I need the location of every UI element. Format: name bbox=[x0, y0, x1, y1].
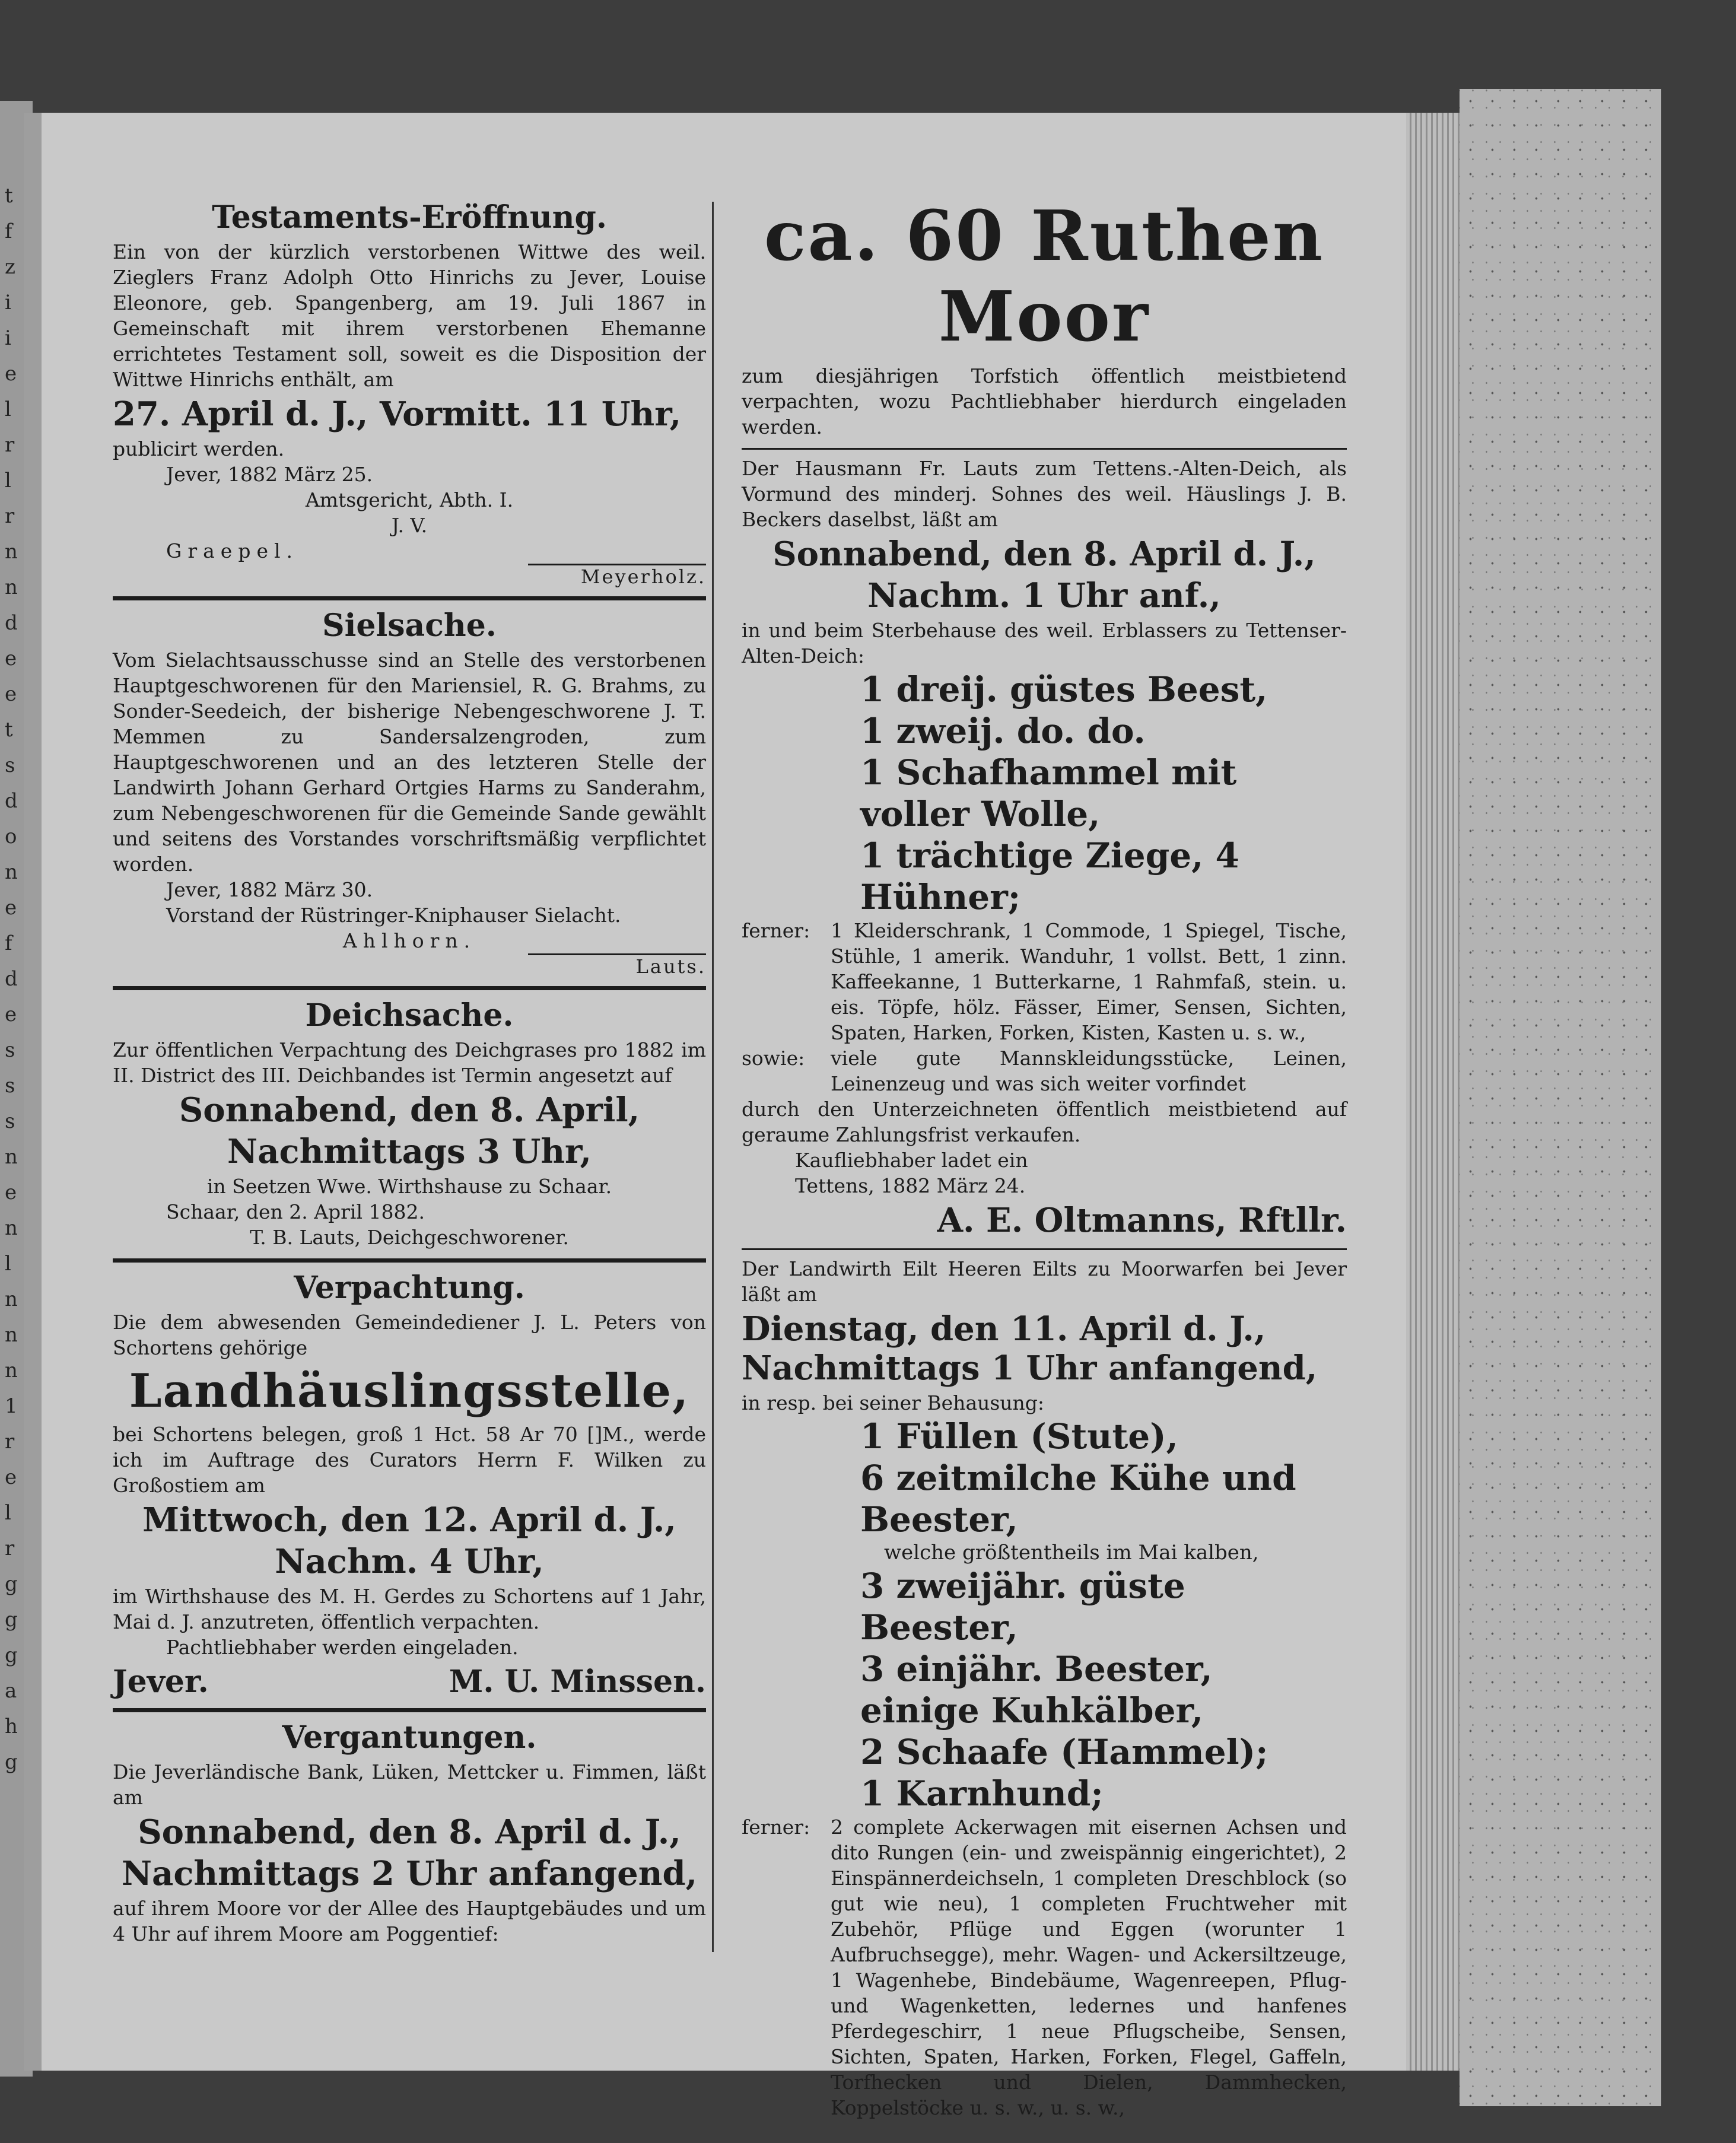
auction-item: 1 Füllen (Stute), bbox=[860, 1416, 1178, 1457]
notice-body: zum diesjährigen Torfstich öffentlich meistbietend verpachten, wozu Pachtliebhaber hierdurch eingeladen werden. bbox=[742, 364, 1347, 438]
notice-text: publicirt werden. bbox=[113, 437, 285, 460]
auction-item: 1 trächtige Ziege, 4 Hühner; bbox=[860, 835, 1239, 917]
edge-fragment: s bbox=[5, 753, 15, 777]
notice-deichsache bbox=[113, 997, 706, 1250]
auction-item: 2 Schaafe (Hammel); bbox=[860, 1732, 1268, 1772]
notice-vergantungen bbox=[113, 1719, 706, 1947]
notice-signer: Graepel. bbox=[166, 539, 299, 562]
notice-body: Zur öffentlichen Verpachtung des Deichgrases pro 1882 im II. District des III. Deichbandes ist Termin angesetzt auf bbox=[113, 1038, 706, 1087]
edge-fragment: i bbox=[5, 291, 11, 314]
notice-testament bbox=[113, 199, 706, 588]
section-rule bbox=[113, 986, 706, 990]
edge-fragment: f bbox=[5, 931, 12, 955]
auction-item: 3 einjähr. Beester, bbox=[860, 1649, 1213, 1689]
notice-title: Sielsache. bbox=[322, 608, 497, 644]
notice-verpachtung bbox=[113, 1270, 706, 1700]
edge-fragment: o bbox=[5, 825, 17, 848]
notice-time: Nachm. 1 Uhr anf., bbox=[867, 576, 1221, 615]
section-rule bbox=[742, 448, 1347, 450]
edge-fragment: i bbox=[5, 326, 11, 350]
edge-fragment: d bbox=[5, 967, 18, 991]
right-column bbox=[742, 196, 1347, 2120]
notice-date: Mittwoch, den 12. April d. J., bbox=[142, 1500, 676, 1540]
edge-fragment: e bbox=[5, 1465, 17, 1489]
notice-time: Nachmittags 3 Uhr, bbox=[227, 1132, 592, 1171]
ferner-text: 1 Kleiderschrank, 1 Commode, 1 Spiegel, Tische, Stühle, 1 amerik. Wanduhr, 1 vollst. Bett, 1 zinn. Kaffeekanne, 1 Butterkarne, 1 Rahmfaß, stein. u. eis. Töpfe, hölz. Fässer, Eimer, Sensen, Sichten, Spaten, Harken, Forken, Kisten, Kasten u. s. w., bbox=[831, 919, 1347, 1044]
notice-body: im Wirthshause des M. H. Gerdes zu Schortens auf 1 Jahr, Mai d. J. anzutreten, öffentlich verpachten. bbox=[113, 1585, 706, 1633]
notice-time: Nachm. 4 Uhr, bbox=[275, 1542, 544, 1581]
notice-place: Tettens, 1882 März 24. bbox=[795, 1174, 1026, 1197]
auction-item: 3 zweijähr. güste Beester, bbox=[860, 1566, 1185, 1648]
edge-fragment: f bbox=[5, 220, 12, 243]
ferner-row bbox=[742, 918, 1347, 1045]
notice-title: Vergantungen. bbox=[282, 1719, 537, 1756]
edge-fragment: l bbox=[5, 1252, 11, 1276]
notice-court: Amtsgericht, Abth. I. bbox=[305, 488, 514, 511]
section-rule bbox=[113, 1708, 706, 1712]
notice-date: Sonnabend, den 8. April d. J., bbox=[138, 1813, 681, 1852]
notice-title: Testaments-Eröffnung. bbox=[212, 199, 607, 236]
notice-invite: Pachtliebhaber werden eingeladen. bbox=[166, 1636, 519, 1659]
auction-item: 1 Schafhammel mit voller Wolle, bbox=[860, 752, 1237, 834]
edge-fragment: d bbox=[5, 789, 18, 813]
notice-clerk: Meyerholz. bbox=[528, 564, 706, 588]
section-rule bbox=[742, 1248, 1347, 1250]
notice-board: Vorstand der Rüstringer-Kniphauser Sielacht. bbox=[166, 904, 621, 927]
edge-fragment: g bbox=[5, 1608, 18, 1632]
notice-headline: ca. 60 Ruthen Moor bbox=[764, 196, 1325, 357]
notice-moor bbox=[742, 196, 1347, 440]
notice-location: in und beim Sterbehause des weil. Erblassers zu Tettenser-Alten-Deich: bbox=[742, 619, 1347, 667]
edge-fragment: a bbox=[5, 1679, 17, 1703]
edge-fragment: n bbox=[5, 1216, 18, 1240]
ferner-label: ferner: bbox=[742, 1815, 810, 1839]
edge-fragment: g bbox=[5, 1750, 18, 1774]
notice-place: Schaar, den 2. April 1882. bbox=[166, 1200, 425, 1223]
notice-body: auf ihrem Moore vor der Allee des Hauptgebäudes und um 4 Uhr auf ihrem Moore am Poggentief: bbox=[113, 1897, 706, 1945]
notice-lauts bbox=[742, 456, 1347, 1240]
auction-item: 6 zeitmilche Kühe und Beester, bbox=[860, 1458, 1296, 1540]
background-board bbox=[1460, 89, 1661, 2106]
edge-fragment: h bbox=[5, 1715, 18, 1738]
edge-fragment: 1 bbox=[5, 1394, 18, 1418]
edge-fragment: t bbox=[5, 184, 13, 208]
edge-fragment: e bbox=[5, 682, 17, 706]
edge-fragment: e bbox=[5, 896, 17, 920]
edge-fragment: r bbox=[5, 1430, 15, 1454]
notice-signer: Ahlhorn. bbox=[342, 929, 476, 952]
notice-title: Deichsache. bbox=[305, 997, 514, 1034]
notice-time: Nachmittags 2 Uhr anfangend, bbox=[121, 1854, 698, 1893]
signature-place: Jever. bbox=[113, 1664, 209, 1700]
edge-fragment: l bbox=[5, 469, 11, 492]
notice-body: Ein von der kürzlich verstorbenen Wittwe des weil. Zieglers Franz Adolph Otto Hinrichs zu Jever, Louise Eleonore, geb. Spangenberg, am 19. Juli 1867 in Gemeinschaft mit ihrem verstorbenen Ehemanne errichtetes Testament soll, soweit es die Disposition der Wittwe Hinrichs enthält, am bbox=[113, 240, 706, 391]
notice-date: Dienstag, den 11. April d. J., Nachmittags 1 Uhr anfangend, bbox=[742, 1309, 1318, 1388]
edge-fragment: s bbox=[5, 1109, 15, 1133]
edge-fragment: r bbox=[5, 433, 15, 457]
edge-fragment: n bbox=[5, 1323, 18, 1347]
edge-fragment: g bbox=[5, 1572, 18, 1596]
column-divider bbox=[712, 202, 714, 1952]
edge-fragment: n bbox=[5, 576, 18, 599]
edge-fragment: r bbox=[5, 504, 15, 528]
gutter-shadow bbox=[24, 113, 42, 2071]
edge-fragment: n bbox=[5, 860, 18, 884]
notice-signature bbox=[113, 1664, 706, 1700]
notice-eilts bbox=[742, 1256, 1347, 2120]
edge-fragment: e bbox=[5, 362, 17, 386]
notice-iv: J. V. bbox=[391, 514, 428, 537]
edge-fragment: n bbox=[5, 1145, 18, 1169]
notice-date: Sonnabend, den 8. April d. J., bbox=[772, 535, 1316, 574]
auction-item-note: welche größtentheils im Mai kalben, bbox=[884, 1541, 1259, 1565]
notice-headline: Landhäuslingsstelle, bbox=[129, 1364, 690, 1418]
ferner-text: 2 complete Ackerwagen mit eisernen Achsen und dito Rungen (ein- und zweispännig eingerichtet), 2 Einspännerdeichseln, 1 completen Dreschblock (so gut wie neu), 1 completen Fruchtweher mit Zubehör, Pflüge und Eggen (worunter 1 Aufbruchsegge), mehr. Wagen- und Ackersiltzeuge, 1 Wagenhebe, Bindebäume, Wagenreepen, Pflug- und Wagenketten, ledernes und hanfenes Pferdegeschirr, 1 neue Pflugscheibe, Sensen, Sichten, Spaten, Harken, Forken, Flegel, Gaffeln, Torfhecken und Dielen, Dammhecken, Koppelstöcke u. s. w., u. s. w., bbox=[831, 1815, 1347, 2119]
notice-body: Vom Sielachtsausschusse sind an Stelle des verstorbenen Hauptgeschworenen für den Mariensiel, R. G. Brahms, zu Sonder-Seedeich, der bisherige Nebengeschworene J. T. Memmen zu Sandersalzengroden, zum Hauptgeschworenen und an des letzteren Stelle der Landwirth Johann Gerhard Ortgies Harms zu Sanderahm, zum Nebengeschworenen für die Gemeinde Sande gewählt und seitens des Vorstandes vorschriftsmäßig verpflichtet worden. bbox=[113, 648, 706, 876]
page-stack-edge bbox=[1406, 113, 1460, 2071]
auction-item: 1 zweij. do. do. bbox=[860, 711, 1146, 751]
notice-body: Die Jeverländische Bank, Lüken, Mettcker u. Fimmen, läßt am bbox=[113, 1760, 706, 1809]
section-rule bbox=[113, 1258, 706, 1263]
edge-fragment: s bbox=[5, 1074, 15, 1098]
auction-item: 1 dreij. güstes Beest, bbox=[860, 669, 1268, 710]
ferner-row bbox=[742, 1814, 1347, 2120]
edge-fragment: e bbox=[5, 1003, 17, 1026]
left-column bbox=[113, 196, 706, 1947]
edge-fragment: t bbox=[5, 718, 13, 742]
section-rule bbox=[113, 596, 706, 600]
sowie-label: sowie: bbox=[742, 1047, 805, 1070]
auction-item: einige Kuhkälber, bbox=[860, 1690, 1204, 1731]
edge-fragment: n bbox=[5, 1359, 18, 1382]
notice-place: Jever, 1882 März 30. bbox=[166, 878, 373, 901]
notice-date: Sonnabend, den 8. April, bbox=[179, 1090, 640, 1130]
notice-signer: T. B. Lauts, Deichgeschworener. bbox=[250, 1226, 569, 1249]
notice-place: Jever, 1882 März 25. bbox=[166, 463, 373, 486]
signature-name: M. U. Minssen. bbox=[449, 1664, 706, 1700]
sowie-text: viele gute Mannskleidungsstücke, Leinen, Leinenzeug und was sich weiter vorfindet bbox=[831, 1047, 1347, 1095]
previous-page-text-fragments bbox=[5, 178, 26, 1958]
edge-fragment: n bbox=[5, 540, 18, 564]
notice-clerk: Lauts. bbox=[528, 953, 706, 978]
notice-body: bei Schortens belegen, groß 1 Hct. 58 Ar 70 []M., werde ich im Auftrage des Curators Herrn F. Wilken zu Großostiem am bbox=[113, 1423, 706, 1497]
edge-fragment: s bbox=[5, 1038, 15, 1062]
edge-fragment: e bbox=[5, 1181, 17, 1204]
edge-fragment: n bbox=[5, 1287, 18, 1311]
notice-sielsache bbox=[113, 608, 706, 978]
ferner-label: ferner: bbox=[742, 919, 810, 942]
sowie-row bbox=[742, 1045, 1347, 1096]
notice-location: in resp. bei seiner Behausung: bbox=[742, 1391, 1045, 1414]
edge-fragment: g bbox=[5, 1643, 18, 1667]
notice-signer: A. E. Oltmanns, Rftllr. bbox=[937, 1201, 1347, 1240]
notice-title: Verpachtung. bbox=[294, 1270, 525, 1306]
notice-intro: Der Landwirth Eilt Heeren Eilts zu Moorwarfen bei Jever läßt am bbox=[742, 1257, 1347, 1306]
edge-fragment: l bbox=[5, 398, 11, 421]
notice-invite: Kaufliebhaber ladet ein bbox=[795, 1149, 1028, 1172]
edge-fragment: r bbox=[5, 1537, 15, 1560]
edge-fragment: z bbox=[5, 255, 15, 279]
notice-intro: Der Hausmann Fr. Lauts zum Tettens.-Alten-Deich, als Vormund des minderj. Sohnes des weil. Häuslings J. B. Beckers daselbst, läßt am bbox=[742, 457, 1347, 531]
notice-body: durch den Unterzeichneten öffentlich meistbietend auf geraume Zahlungsfrist verkaufen. bbox=[742, 1098, 1347, 1146]
edge-fragment: l bbox=[5, 1501, 11, 1525]
edge-fragment: d bbox=[5, 611, 18, 635]
notice-location: in Seetzen Wwe. Wirthshause zu Schaar. bbox=[206, 1175, 612, 1198]
notice-intro: Die dem abwesenden Gemeindediener J. L. Peters von Schortens gehörige bbox=[113, 1311, 706, 1359]
notice-date: 27. April d. J., Vormitt. 11 Uhr, bbox=[113, 395, 682, 434]
auction-item: 1 Karnhund; bbox=[860, 1773, 1104, 1814]
edge-fragment: e bbox=[5, 647, 17, 670]
